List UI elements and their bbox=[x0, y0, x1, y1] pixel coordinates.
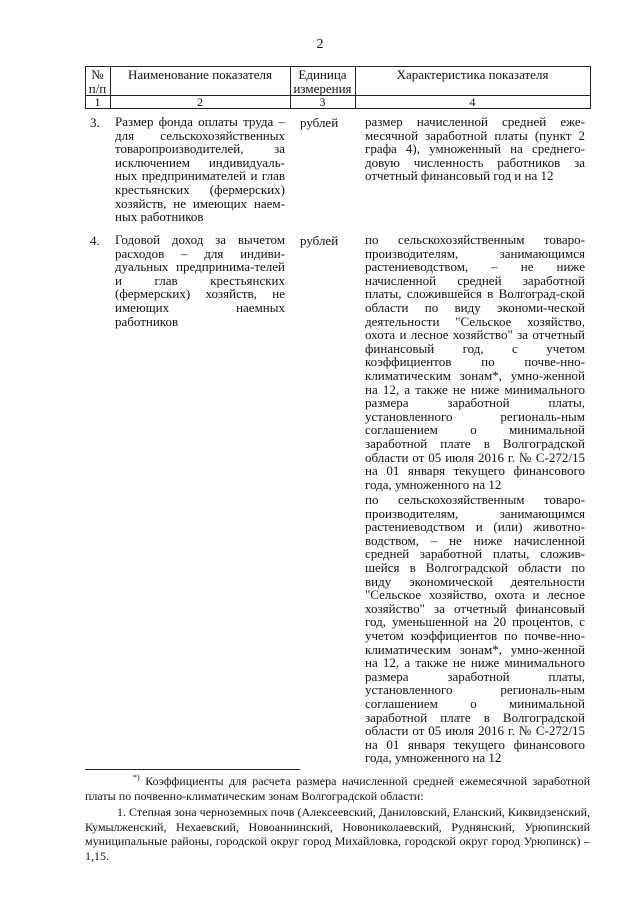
row-unit: рублей bbox=[300, 233, 339, 248]
header-num: № п/п bbox=[88, 67, 107, 96]
row-characteristic: по сельскохозяйственным товаро-производителям, занимающимся растениеводством, – не ниже начисленной средней заработной платы, сложившейся в Волгоград-ской области по виду экономи-ческой деятельности "Сельское хозяйство, охота и лесное хозяйство" за отчетный финансовый год, с учетом коэффициентов по почве-нно-климатическим зонам*, умно-женной на 12, а также не ниже минимального размера заработной платы, установленного региональ-ным соглашением о минимальной заработной плате в Волгоградской области от 05 июля 2016 г. № С-272/15 на 01 января текущего финансового года, умноженного на 12 bbox=[365, 232, 585, 492]
header-name: Наименование показателя bbox=[127, 67, 273, 82]
column-numbers: 1 2 3 4 bbox=[94, 95, 476, 109]
row-unit: рублей bbox=[300, 115, 339, 130]
row-number: 3. bbox=[90, 115, 100, 130]
row-name: Годовой доход за вычетом расходов – для индиви-дуальных предпринима-телей и глав крестьянских (фермерских) хозяйств, не имеющих наемных работников bbox=[115, 232, 285, 329]
row-characteristic: по сельскохозяйственным товаро-производителям, занимающимся растениеводством и (или) животно-водством, – не ниже начисленной средней заработной платы, сложив-шейся в Волгоградской области по виду экономической деятельности "Сельское хозяйство, охота и лесное хозяйство" за отчетный финансовый год, уменьшенной на 20 процентов, с учетом коэффициентов по почве-нно-климатическим зонам*, умно-женной на 12, а также не ниже минимального размера заработной платы, установленного региональ-ным соглашением о минимальной заработной плате в Волгоградской области от 05 июля 2016 г. № С-272/15 на 01 января текущего финансового года, умноженного на 12 bbox=[365, 492, 585, 766]
row-number: 4. bbox=[90, 233, 100, 248]
footnote-item: 1. Степная зона черноземных почв (Алексеевский, Даниловский, Еланский, Киквидзенский, Кумылженский, Нехаевский, Новоаннинский, Новониколаевский, Руднянский, Урюпинский муниципальные районы, городской округ город Михайловка, городской округ город Урюпинск) – 1,15. bbox=[85, 805, 590, 863]
header-unit: Единица измерения bbox=[293, 67, 352, 96]
footnote-separator bbox=[85, 769, 300, 770]
footnote-text: *) Коэффициенты для расчета размера начисленной средней ежемесячной заработной платы по почвенно-климатическим зонам Волгоградской области: bbox=[85, 773, 590, 803]
page-number: 2 bbox=[316, 37, 324, 52]
row-name: Размер фонда оплаты труда – для сельскохозяйственных товаропроизводителей, за исключением индивидуаль-ных предпринимателей и глав крестьянских (фермерских) хозяйств, не имеющих наем-ных работников bbox=[115, 114, 285, 225]
header-characteristic: Характеристика показателя bbox=[396, 67, 549, 82]
row-characteristic: размер начисленной средней еже-месячной заработной платы (пункт 2 графа 4), умноженный на среднего-довую численность работников за отчетный финансовый год и на 12 bbox=[365, 114, 585, 184]
